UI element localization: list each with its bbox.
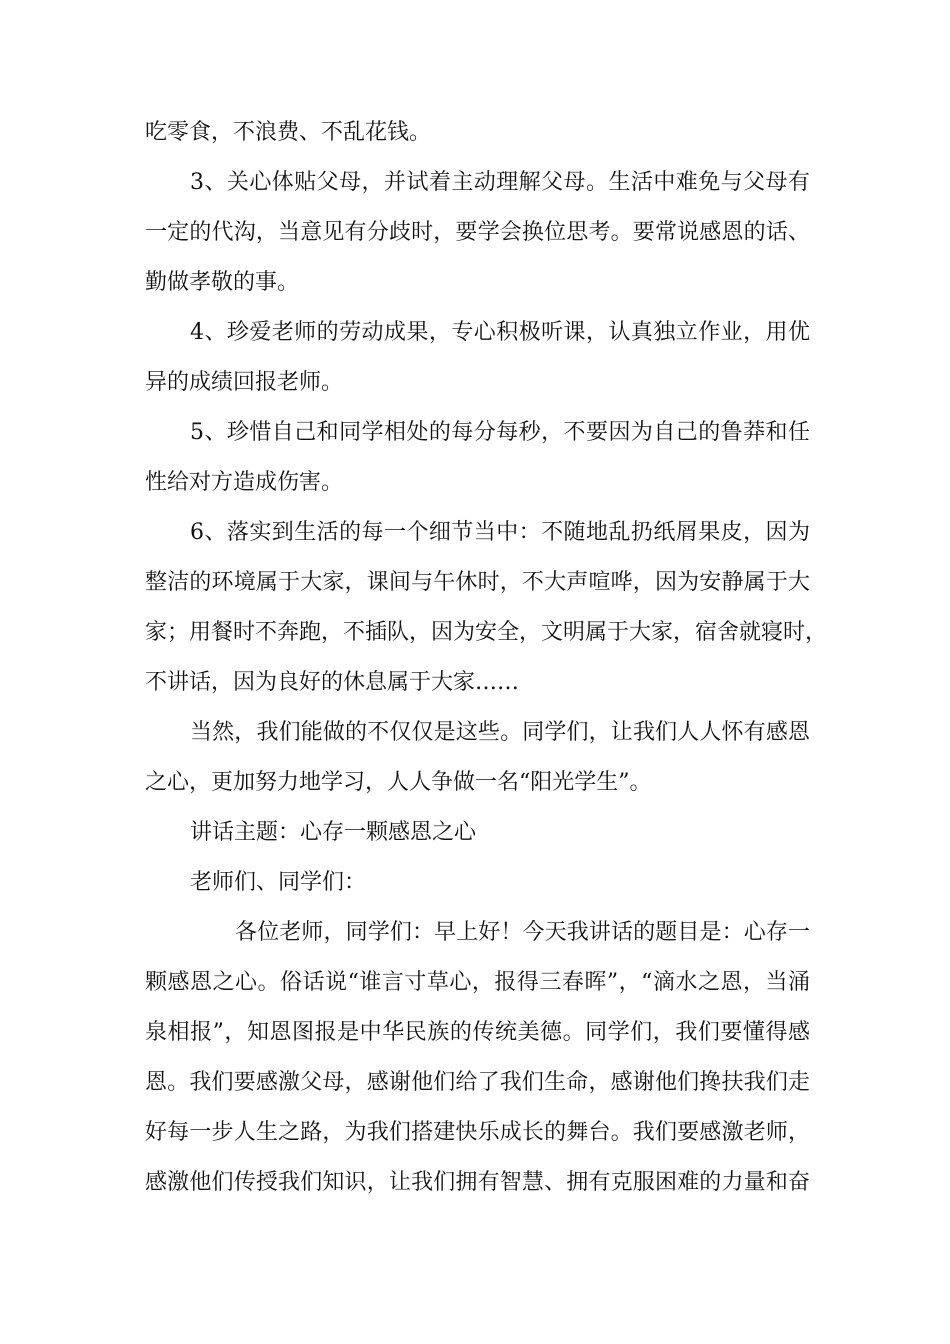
salutation: 老师们、同学们：: [190, 870, 367, 895]
text-line: 不讲话，因为良好的休息属于大家……: [145, 670, 520, 695]
text-line: 感激他们传授我们知识，让我们拥有智慧、拥有克服困难的力量和奋: [145, 1170, 810, 1195]
text-line: 4、珍爱老师的劳动成果，专心积极听课，认真独立作业，用优: [190, 320, 810, 345]
text-line: 之心，更加努力地学习，人人争做一名“阳光学生”。: [145, 770, 652, 795]
text-line: 当然，我们能做的不仅仅是这些。同学们，让我们人人怀有感恩: [190, 720, 810, 745]
text-line: 5、珍惜自己和同学相处的每分每秒，不要因为自己的鲁莽和任: [190, 420, 810, 445]
text-line: 3、关心体贴父母，并试着主动理解父母。生活中难免与父母有: [190, 170, 810, 195]
text-line: 6、落实到生活的每一个细节当中：不随地乱扔纸屑果皮，因为: [190, 520, 810, 545]
text-line: 性给对方造成伤害。: [145, 470, 344, 495]
text-line: 吃零食，不浪费、不乱花钱。: [145, 120, 432, 145]
text-line: 颗感恩之心。俗话说“谁言寸草心，报得三春晖”，“滴水之恩，当涌: [145, 970, 810, 995]
text-line: 整洁的环境属于大家，课间与午休时，不大声喧哗，因为安静属于大: [145, 570, 810, 595]
speech-topic: 讲话主题：心存一颗感恩之心: [190, 820, 477, 845]
text-line: 各位老师，同学们：早上好！今天我讲话的题目是：心存一: [235, 920, 810, 945]
text-line: 一定的代沟，当意见有分歧时，要学会换位思考。要常说感恩的话、: [145, 220, 810, 245]
text-line: 泉相报”，知恩图报是中华民族的传统美德。同学们，我们要懂得感: [145, 1020, 810, 1045]
text-line: 勤做孝敬的事。: [145, 270, 300, 295]
text-line: 恩。我们要感激父母，感谢他们给了我们生命，感谢他们搀扶我们走: [145, 1070, 810, 1095]
text-line: 异的成绩回报老师。: [145, 370, 344, 395]
text-line: 好每一步人生之路，为我们搭建快乐成长的舞台。我们要感激老师，: [145, 1120, 810, 1145]
text-line: 家；用餐时不奔跑，不插队，因为安全，文明属于大家，宿舍就寝时，: [145, 620, 828, 645]
